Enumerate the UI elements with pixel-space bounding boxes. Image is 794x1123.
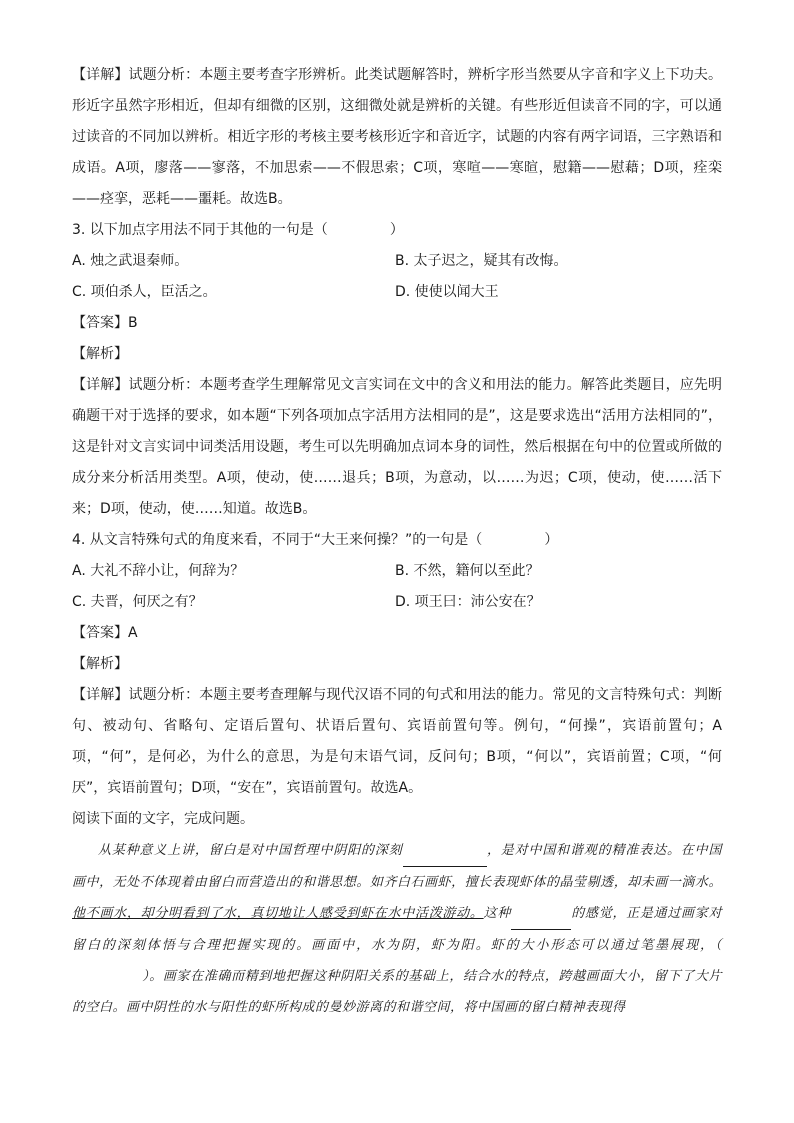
q3-option-a: A. 烛之武退秦师。 xyxy=(72,253,189,269)
passage-text-3: 这种 xyxy=(483,906,512,921)
q4-analysis-label: 【解析】 xyxy=(72,656,128,672)
q3-option-b: B. 太子迟之，疑其有改悔。 xyxy=(395,253,568,269)
passage-text-2: ，是对中国和谐观的精准表达。在中国画中，无处不体现着由留白而营造出的和谐思想。如齐白石画虾，擅长表现虾体的晶莹剔透，却未画一滴水。 xyxy=(72,843,722,890)
q4-option-a: A. 大礼不辞小让，何辞为？ xyxy=(72,563,245,579)
reading-intro: 阅读下面的文字，完成问题。 xyxy=(72,811,254,827)
passage-text-1: 从某种意义上讲，留白是对中国哲理中阴阳的深刻 xyxy=(98,843,403,858)
q3-answer: 【答案】B xyxy=(72,315,138,331)
q3-analysis-label: 【解析】 xyxy=(72,346,128,362)
q4-options-row-2 xyxy=(72,587,722,618)
q4-detail: 【详解】试题分析：本题主要考查理解与现代汉语不同的句式和用法的能力。常见的文言特殊句式：判断句、被动句、省略句、定语后置句、状语后置句、宾语前置句等。例句，“何操”，宾语前置句；A项，“何”，是何必，为什么的意思，为是句末语气词，反问句；B项，“何以”，宾语前置；C项，“何厌”，宾语前置句；D项，“安在”，宾语前置句。故选A。 xyxy=(72,687,722,796)
document-page xyxy=(72,60,722,1023)
q4-stem-end: ） xyxy=(544,532,559,548)
answer-blank-1[interactable] xyxy=(403,835,487,867)
q3-option-d: D. 使使以闻大王 xyxy=(395,284,499,300)
q2-detail: 【详解】试题分析：本题主要考查字形辨析。此类试题解答时，辨析字形当然要从字音和字义上下功夫。形近字虽然字形相近，但却有细微的区别，这细微处就是辨析的关键。有些形近但读音不同的字，可以通过读音的不同加以辨析。相近字形的考核主要考核形近字和音近字，试题的内容有两字词语，三字熟语和成语。A项，廖落——寥落，不加思索——不假思索；C项，寒喧——寒暄，慰籍——慰藉；D项，痊栾——痉挛，恶耗——噩耗。故选B。 xyxy=(72,67,722,207)
reading-passage xyxy=(72,835,722,1023)
passage-text-4: 的感觉，正是通过画家对留白的深刻体悟与合理把握实现的。画面中，水为阴，虾为阳。虾的大小形态可以通过笔墨展现，（ xyxy=(72,906,722,953)
q3-stem-end: ） xyxy=(389,222,404,238)
q4-stem xyxy=(72,525,722,556)
answer-blank-2[interactable] xyxy=(511,898,571,930)
q3-option-c: C. 项伯杀人，臣活之。 xyxy=(72,284,217,300)
q4-option-d: D. 项王曰：沛公安在？ xyxy=(395,594,541,610)
q4-stem-text: 4. 从文言特殊句式的角度来看，不同于“大王来何操？”的一句是（ xyxy=(72,532,483,548)
q3-stem-text: 3. 以下加点字用法不同于其他的一句是（ xyxy=(72,222,328,238)
q3-stem xyxy=(72,215,722,246)
q3-options-row-1 xyxy=(72,246,722,277)
q4-answer: 【答案】A xyxy=(72,625,138,641)
q4-option-c: C. 夫晋，何厌之有？ xyxy=(72,594,203,610)
q3-detail: 【详解】试题分析：本题考查学生理解常见文言实词在文中的含义和用法的能力。解答此类题目，应先明确题干对于选择的要求，如本题“下列各项加点字活用方法相同的是”，这是要求选出“活用方法相同的”，这是针对文言实词中词类活用设题，考生可以先明确加点词本身的词性，然后根据在句中的位置或所做的成分来分析活用类型。A项，使动，使……退兵；B项，为意动，以……为迟；C项，使动，使……活下来；D项，使动，使……知道。故选B。 xyxy=(72,377,722,517)
q3-options-row-2 xyxy=(72,277,722,308)
passage-text-5: ）。画家在准确而精到地把握这种阴阳关系的基础上，结合水的特点，跨越画面大小，留下了大片的空白。画中阴性的水与阳性的虾所构成的曼妙游离的和谐空间，将中国画的留白精神表现得 xyxy=(72,969,722,1015)
q4-options-row-1 xyxy=(72,556,722,587)
q4-option-b: B. 不然，籍何以至此？ xyxy=(395,563,540,579)
passage-underlined-sentence: 他不画水，却分明看到了水，真切地让人感受到虾在水中活泼游动。 xyxy=(72,906,484,921)
